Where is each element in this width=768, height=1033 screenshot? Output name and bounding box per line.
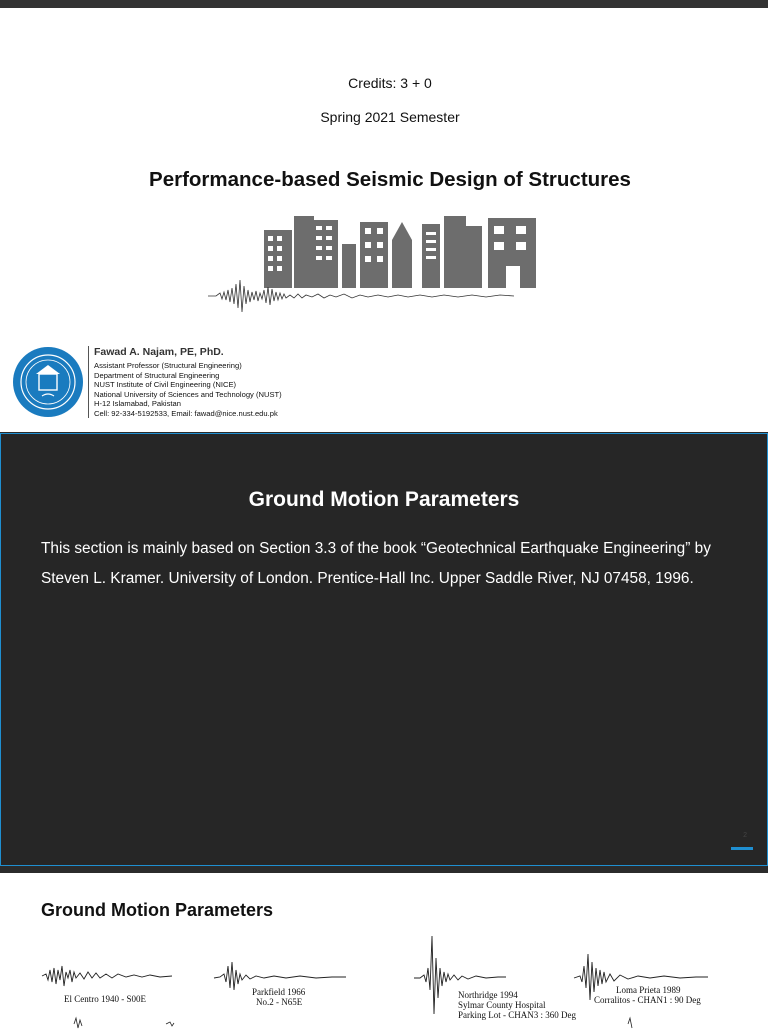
- author-block: [88, 346, 282, 418]
- credits-text: Credits: 3 + 0: [348, 75, 432, 91]
- record-label: No.2 - N65E: [256, 997, 303, 1007]
- record-label: Corralitos - CHAN1 : 90 Deg: [594, 995, 701, 1005]
- slide-ground-motion-intro[interactable]: [0, 433, 768, 866]
- course-title: Performance-based Seismic Design of Structures: [149, 168, 631, 191]
- slide-body-text: This section is mainly based on Section 3.3 of the book “Geotechnical Earthquake Engineering” by Steven L. Kramer. University of London. Prentice-Hall Inc. Upper Saddle River, NJ 07458, 1996.: [41, 540, 711, 587]
- record-loma-prieta: [574, 954, 708, 1005]
- author-university: National University of Sciences and Technology (NUST): [94, 389, 282, 399]
- author-title: Assistant Professor (Structural Engineering): [94, 361, 242, 370]
- record-northridge: [414, 936, 576, 1020]
- slide-ground-motion-records[interactable]: [0, 873, 768, 1033]
- record-label: Parkfield 1966: [252, 987, 306, 997]
- author-contact: Cell: 92-334-5192533, Email: fawad@nice.nust.edu.pk: [94, 408, 278, 418]
- record-label: Northridge 1994: [458, 990, 518, 1000]
- author-address: H-12 Islamabad, Pakistan: [94, 399, 181, 409]
- record-label: Sylmar County Hospital: [458, 1000, 546, 1010]
- top-bar: [0, 0, 768, 8]
- city-seismogram-illustration: [208, 204, 540, 332]
- slide-title-text: Ground Motion Parameters: [41, 900, 274, 920]
- author-name: Fawad A. Najam, PE, PhD.: [94, 346, 224, 358]
- accelerogram-records: [0, 928, 768, 1033]
- slide-title-text: Ground Motion Parameters: [248, 488, 520, 511]
- university-logo-icon: [12, 346, 84, 418]
- record-parkfield: [214, 962, 346, 1007]
- record-label: Parking Lot - CHAN3 : 360 Deg: [458, 1010, 576, 1020]
- page-number: 2: [743, 832, 747, 839]
- record-label: Loma Prieta 1989: [616, 985, 681, 995]
- semester-text: Spring 2021 Semester: [320, 109, 460, 125]
- record-label: El Centro 1940 - S00E: [64, 994, 146, 1004]
- author-department: Department of Structural Engineering: [94, 370, 220, 380]
- author-institute: NUST Institute of Civil Engineering (NICE): [94, 380, 237, 390]
- accent-bar: [731, 847, 753, 850]
- record-el-centro: [42, 966, 172, 1004]
- slide-title[interactable]: [0, 8, 768, 432]
